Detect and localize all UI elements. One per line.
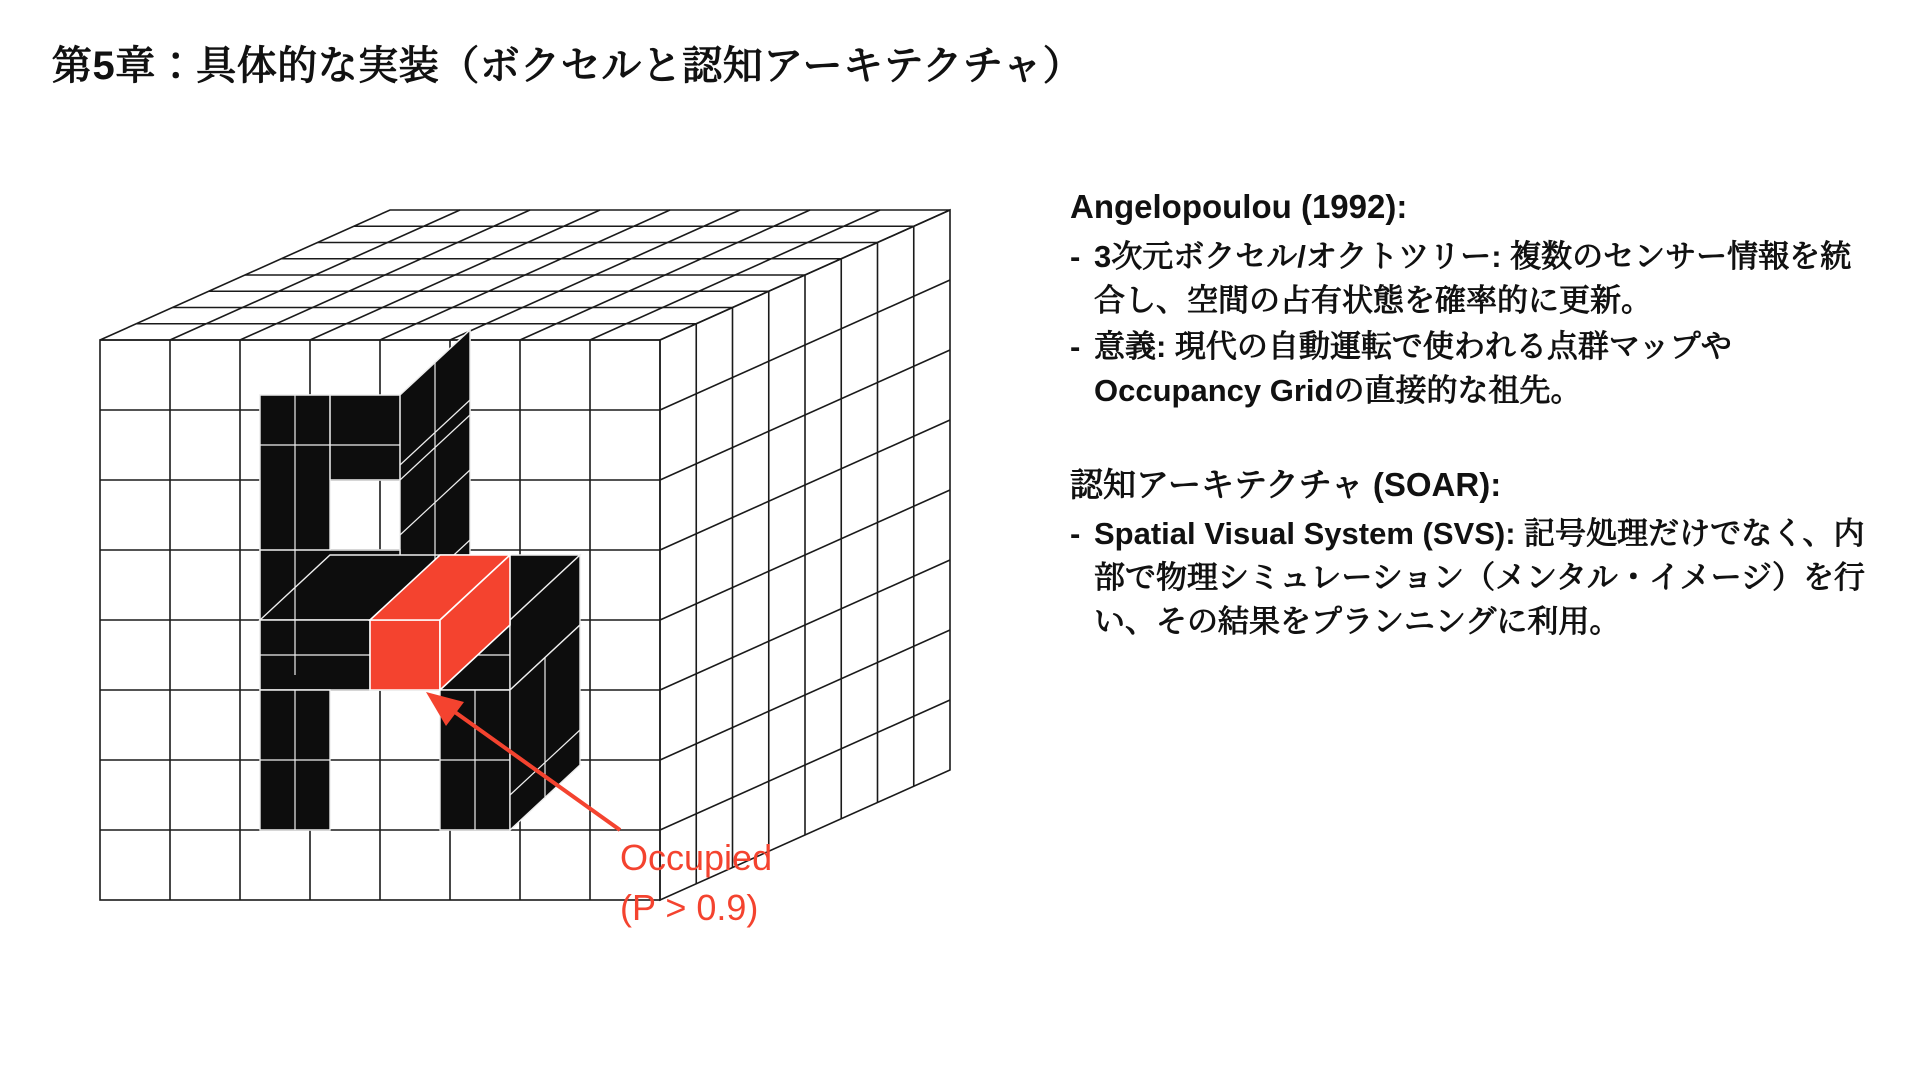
bullet-text: 意義: 現代の自動運転で使われる点群マップやOccupancy Gridの直接的な祖先。 xyxy=(1094,328,1732,408)
page-title: 第5章：具体的な実装（ボクセルと認知アーキテクチャ） xyxy=(52,44,1084,88)
section-spacer xyxy=(1070,423,1880,463)
bullet-significance xyxy=(1070,325,1880,413)
bullet-text: 3次元ボクセル/オクトツリー: 複数のセンサー情報を統合し、空間の占有状態を確率的に更新。 xyxy=(1094,238,1852,318)
section-angelopoulou xyxy=(1070,185,1880,413)
content-column xyxy=(1070,185,1880,654)
right-face-grid xyxy=(660,226,950,884)
bullet-voxel-octree xyxy=(1070,235,1880,323)
bullet-dash: - xyxy=(1070,328,1081,364)
annotation-label-line1: Occupied xyxy=(620,837,773,878)
voxel-diagram-svg xyxy=(60,130,1050,1020)
bullet-dash: - xyxy=(1070,238,1081,274)
section-heading-angelopoulou: Angelopoulou (1992): xyxy=(1070,188,1408,225)
voxel-diagram xyxy=(60,130,1050,1020)
highlighted-voxel-front xyxy=(370,620,440,690)
annotation-label-line2: (P > 0.9) xyxy=(620,887,759,928)
section-heading-soar: 認知アーキテクチャ (SOAR): xyxy=(1070,465,1502,503)
section-soar xyxy=(1070,463,1880,645)
top-face-grid xyxy=(136,210,914,340)
bullet-text: Spatial Visual System (SVS): 記号処理だけでなく、内部で物理シミュレーション（メンタル・イメージ）を行い、その結果をプランニングに利用。 xyxy=(1094,516,1865,640)
bullet-dash: - xyxy=(1070,516,1081,552)
bullet-svs xyxy=(1070,512,1880,644)
